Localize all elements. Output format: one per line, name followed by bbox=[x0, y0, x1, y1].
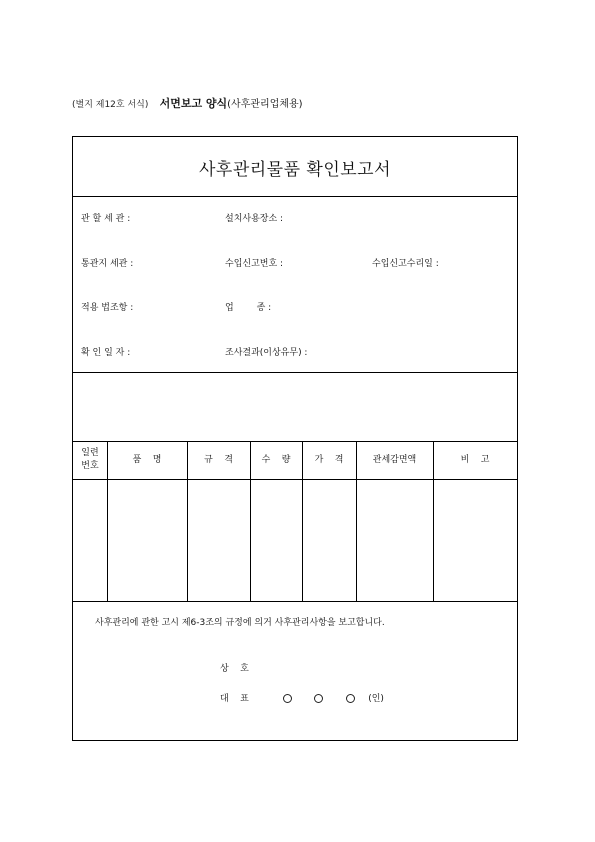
document-title: 사후관리물품 확인보고서 bbox=[198, 160, 392, 180]
field-jurisdiction-customs: 관 할 세 관 : bbox=[81, 214, 131, 224]
report-statement: 사후관리에 관한 고시 제6-3조의 규정에 의거 사후관리사항을 보고합니다. bbox=[95, 618, 385, 628]
col-header-spec: 규 격 bbox=[204, 454, 233, 465]
form-title: 서면보고 양식 bbox=[159, 97, 228, 110]
table-bottom-line bbox=[73, 601, 517, 602]
company-name-label: 상 호 bbox=[220, 664, 249, 674]
field-business-type: 업 종 : bbox=[225, 303, 272, 313]
form-subtitle: (사후관리업체용) bbox=[227, 99, 303, 110]
table-header-line bbox=[73, 479, 517, 480]
field-install-location: 설치사용장소 : bbox=[225, 214, 284, 224]
name-placeholder-circle-icon bbox=[283, 694, 292, 703]
seal-label: (인) bbox=[368, 694, 384, 704]
field-applicable-law: 적용 법조항 : bbox=[81, 303, 134, 313]
name-placeholder-circle-icon bbox=[314, 694, 323, 703]
representative-line bbox=[220, 691, 384, 704]
form-reference: (별지 제12호 서식) bbox=[72, 100, 149, 110]
field-clearance-customs: 통관지 세관 : bbox=[81, 259, 134, 269]
report-form bbox=[72, 136, 518, 741]
col-header-remarks: 비 고 bbox=[460, 454, 490, 465]
col-header-tariff-reduction: 관세감면액 bbox=[372, 454, 417, 465]
field-inspection-result: 조사결과(이상유무) : bbox=[225, 348, 308, 358]
representative-label: 대 표 bbox=[220, 694, 249, 704]
name-placeholder-circle-icon bbox=[346, 694, 355, 703]
field-import-acceptance-date: 수입신고수리일 : bbox=[372, 259, 439, 269]
col-header-price: 가 격 bbox=[314, 454, 344, 465]
field-check-date: 확 인 일 자 : bbox=[81, 348, 131, 358]
col-header-quantity: 수 량 bbox=[261, 454, 291, 465]
col-header-item-name: 품 명 bbox=[132, 454, 162, 465]
field-import-declaration-no: 수입신고번호 : bbox=[225, 259, 284, 269]
form-header bbox=[72, 95, 303, 111]
info-divider bbox=[73, 372, 517, 373]
title-divider bbox=[73, 196, 517, 197]
col-header-serial-no: 일련 번호 bbox=[81, 448, 99, 471]
